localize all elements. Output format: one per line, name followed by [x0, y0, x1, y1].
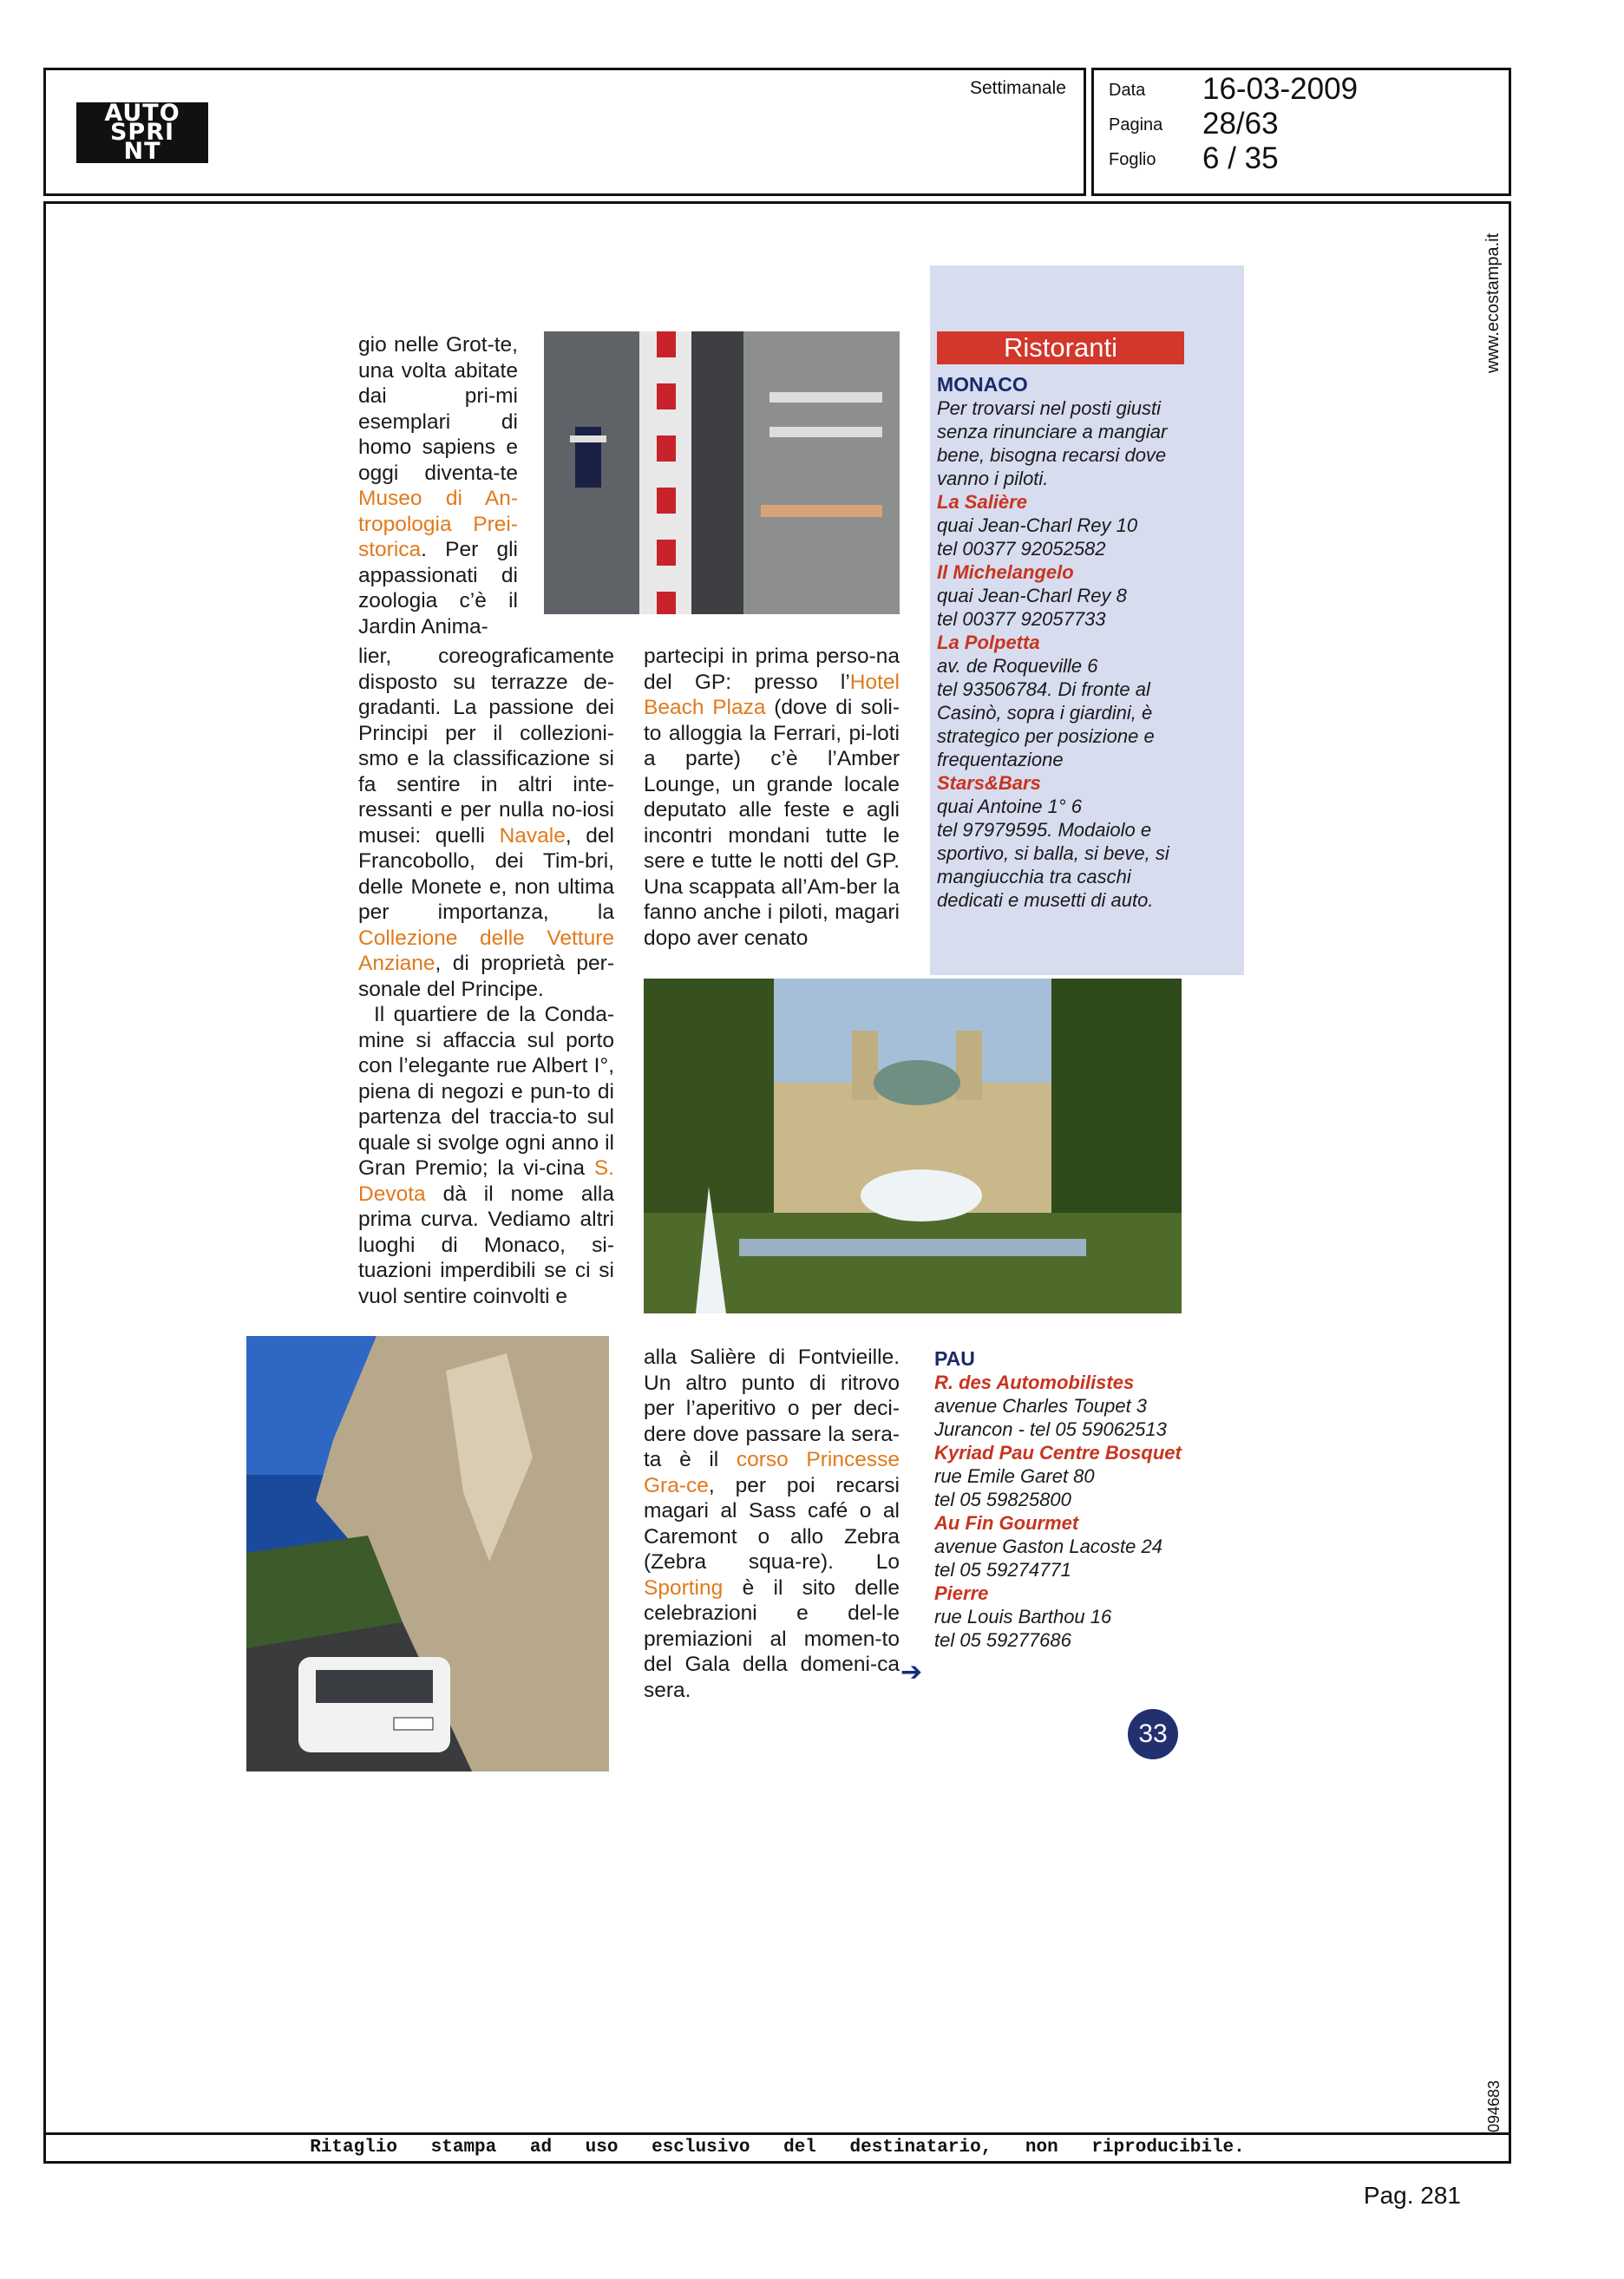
restaurant-address: quai Jean-Charl Rey 10 — [937, 514, 1138, 536]
restaurant-phone: Jurancon - tel 05 59062513 — [934, 1418, 1167, 1440]
monaco-city-label: MONACO — [937, 373, 1028, 396]
monaco-restaurants — [937, 373, 1197, 912]
cliff-road-car-photo — [246, 1336, 609, 1771]
restaurant-name: La Salière — [937, 491, 1027, 513]
restaurant-phone: tel 05 59277686 — [934, 1629, 1071, 1651]
periodicity-label: Settimanale — [970, 78, 1066, 98]
restaurant-address: quai Jean-Charl Rey 8 — [937, 585, 1127, 606]
article-column-1-bottom: lier, coreograficamente disposto su terrazze de-gradanti. La passione dei Principi per il collezioni-smo e la classificazione si fa sentire in altri inte-ressanti e per nulla no-iosi musei: quelli Navale, del Francobollo, dei Tim-bri, delle Monete e, non ultima per importanza, la Collezione delle Vetture Anziane, di proprietà per-sonale del Principe. Il quartiere de la Conda-mine si affaccia sul porto con l’elegante rue Albert I°, piena di negozi e pun-to di partenza del traccia-to sul quale si svolge ogni anno il Gran Premio; la vi-cina S. Devota dà il nome alla prima curva. Vediamo altri luoghi di Monaco, si-tuazioni imperdibili se ci si vuol sentire coinvolti e — [358, 645, 614, 1308]
monte-carlo-casino-photo — [644, 979, 1182, 1313]
restaurant-address: avenue Gaston Lacoste 24 — [934, 1536, 1162, 1557]
restaurant-phone: tel 05 59825800 — [934, 1489, 1071, 1510]
restaurant-name: Kyriad Pau Centre Bosquet — [934, 1442, 1182, 1464]
restaurant-phone: tel 00377 92057733 — [937, 608, 1106, 630]
restaurant-name: La Polpetta — [937, 632, 1040, 653]
restaurant-name: Au Fin Gourmet — [934, 1512, 1079, 1534]
magazine-page-number: 33 — [1128, 1709, 1178, 1759]
arrow-right-icon: ➔ — [900, 1658, 923, 1686]
restaurant-phone: tel 93506784. Di fronte al Casinò, sopra i giardini, è strategico per posizione e frequentazione — [937, 678, 1155, 770]
article-column-2-top: partecipi in prima perso-na del GP: presso l’Hotel Beach Plaza (dove di soli-to alloggia la Ferrari, pi-loti a parte) c’è l’Amber Lounge, un grande locale deputato alle feste e agli incontri mondani tutte le sere e tutte le notti del GP. Una scappata all’Am-ber la fanno anche i piloti, magari dopo aver cenato — [644, 645, 900, 950]
monaco-intro: Per trovarsi nel posti giusti senza rinunciare a mangiar bene, bisogna recarsi dove vanno i piloti. — [937, 397, 1168, 489]
page-value: 28/63 — [1202, 107, 1279, 141]
track-aerial-photo — [544, 331, 900, 614]
restaurant-address: rue Louis Barthou 16 — [934, 1606, 1112, 1627]
watermark-url: www.ecostampa.it — [1483, 232, 1503, 373]
restaurant-name: Il Michelangelo — [937, 561, 1074, 583]
pau-city-label: PAU — [934, 1347, 975, 1370]
sheet-value: 6 / 35 — [1202, 141, 1279, 175]
clipping-code: 094683 — [1485, 2079, 1503, 2132]
restaurant-name: R. des Automobilistes — [934, 1372, 1135, 1393]
pau-restaurants — [934, 1347, 1212, 1652]
date-value: 16-03-2009 — [1202, 72, 1359, 106]
restaurant-phone: tel 00377 92052582 — [937, 538, 1106, 560]
restaurant-name: Stars&Bars — [937, 772, 1041, 794]
restaurant-address: rue Emile Garet 80 — [934, 1465, 1095, 1487]
restaurant-address: avenue Charles Toupet 3 — [934, 1395, 1148, 1417]
page-label: Pagina — [1109, 115, 1163, 134]
autosprint-logo: AUTO SPRI NT — [76, 102, 208, 163]
archive-page-label: Pag. 281 — [1363, 2182, 1461, 2209]
article-column-1-top: gio nelle Grot-te, una volta abitate dai pri-mi esemplari di homo sapiens e oggi diventa-te Museo di An-tropologia Prei-storica. Per gli appassionati di zoologia c’è il Jardin Anima- — [358, 333, 518, 639]
footer-disclaimer: Ritaglio stampa ad uso esclusivo del destinatario, non riproducibile. — [310, 2138, 1245, 2158]
article-column-2-bottom: alla Salière di Fontvieille. Un altro punto di ritrovo per l’aperitivo o per deci-dere dove passare la sera-ta è il corso Princesse Gra-ce, per poi recarsi magari al Sass café o al Caremont o allo Zebra (Zebra squa-re). Lo Sporting è il sito delle celebrazioni e del-le premiazioni al momen-to del Gala della domeni-ca sera. — [644, 1346, 900, 1702]
restaurant-name: Pierre — [934, 1582, 989, 1604]
restaurant-address: quai Antoine 1° 6 — [937, 796, 1082, 817]
date-label: Data — [1109, 81, 1146, 100]
restaurants-heading: Ristoranti — [937, 331, 1184, 364]
sheet-label: Foglio — [1109, 150, 1156, 169]
restaurant-phone: tel 05 59274771 — [934, 1559, 1071, 1581]
restaurant-address: av. de Roqueville 6 — [937, 655, 1098, 677]
footer-rule — [43, 2132, 1511, 2135]
restaurant-phone: tel 97979595. Modaiolo e sportivo, si balla, si beve, si mangiucchia tra caschi dedicati e musetti di auto. — [937, 819, 1169, 911]
